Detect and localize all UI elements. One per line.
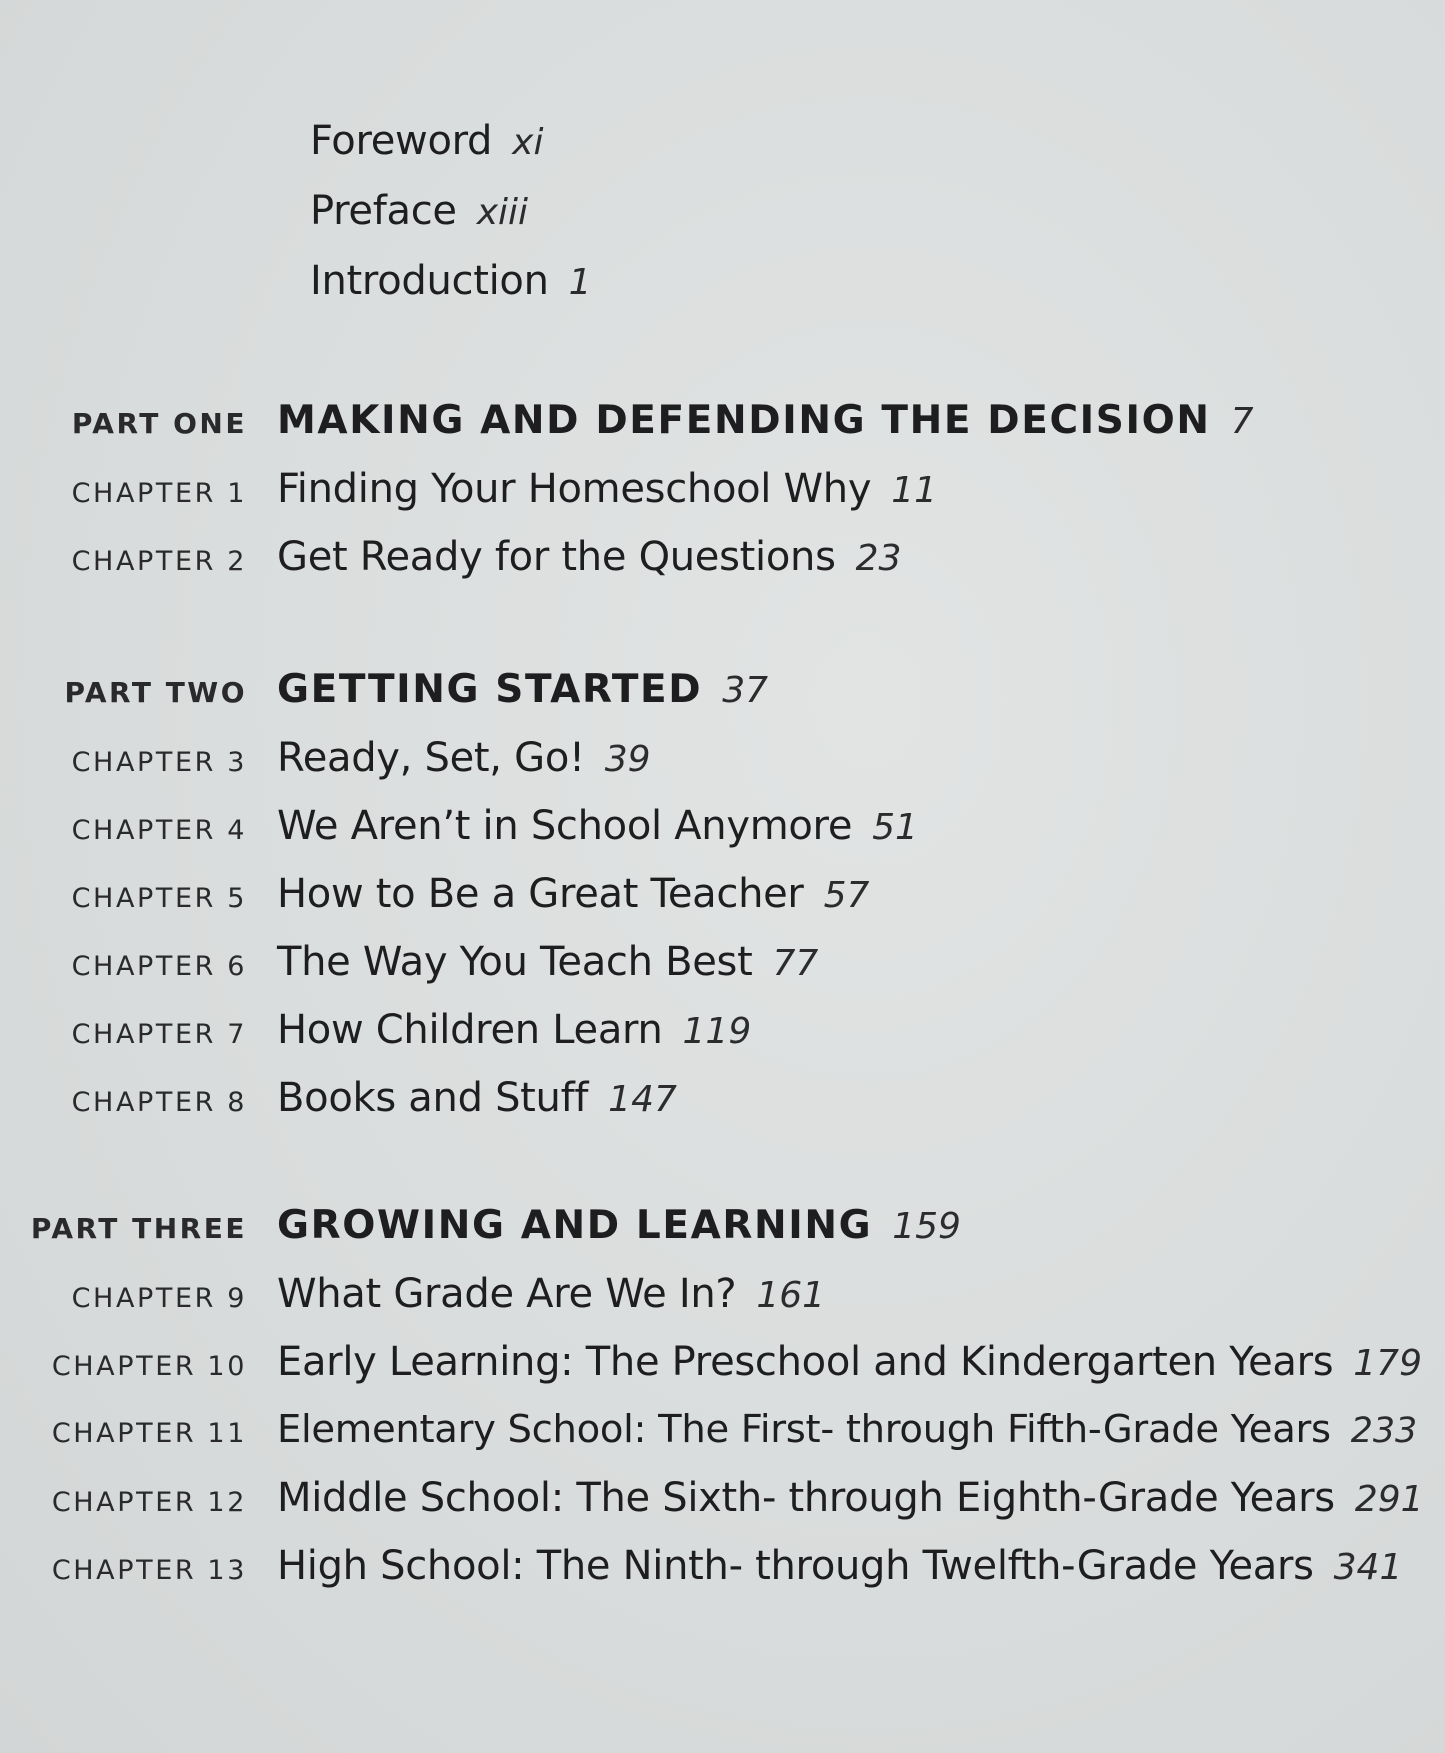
chapter-title: Elementary School: The First- through Fifth-Grade Years xyxy=(277,1407,1331,1452)
entry-title: Introduction xyxy=(310,258,549,304)
chapter-page: 291 xyxy=(1354,1479,1424,1520)
toc-entry-introduction xyxy=(0,258,592,318)
chapter-title: What Grade Are We In? xyxy=(277,1271,737,1317)
chapter-title: How Children Learn xyxy=(277,1007,663,1053)
chapter-page: 77 xyxy=(772,943,819,984)
chapter-title: How to Be a Great Teacher xyxy=(277,871,804,917)
toc-chapter-11 xyxy=(0,1407,1417,1467)
chapter-title: Middle School: The Sixth- through Eighth-Grade Years xyxy=(277,1475,1335,1521)
chapter-title: Early Learning: The Preschool and Kindergarten Years xyxy=(277,1339,1334,1385)
chapter-label: CHAPTER 5 xyxy=(71,883,247,914)
toc-part-one xyxy=(0,398,1253,458)
chapter-page: 51 xyxy=(872,807,918,848)
entry-page: xi xyxy=(512,122,544,163)
part-title: GETTING STARTED xyxy=(277,667,703,712)
toc-chapter-8 xyxy=(0,1075,677,1135)
chapter-page: 179 xyxy=(1353,1343,1422,1384)
chapter-page: 11 xyxy=(891,470,937,511)
entry-title: Preface xyxy=(310,188,457,234)
chapter-page: 39 xyxy=(604,739,651,780)
toc-chapter-7 xyxy=(0,1007,751,1067)
toc-chapter-10 xyxy=(0,1339,1422,1399)
chapter-page: 147 xyxy=(608,1079,677,1120)
toc-chapter-3 xyxy=(0,735,651,795)
toc-entry-preface xyxy=(0,188,528,248)
chapter-label: CHAPTER 3 xyxy=(71,747,247,778)
chapter-label: CHAPTER 7 xyxy=(71,1019,247,1050)
part-label: PART THREE xyxy=(30,1212,247,1245)
entry-title: Foreword xyxy=(310,118,493,164)
toc-chapter-5 xyxy=(0,871,869,931)
chapter-page: 119 xyxy=(682,1011,752,1052)
toc-chapter-2 xyxy=(0,534,901,594)
chapter-title: We Aren’t in School Anymore xyxy=(277,803,853,849)
chapter-title: Get Ready for the Questions xyxy=(277,534,836,580)
entry-page: 1 xyxy=(568,262,592,303)
part-title: MAKING AND DEFENDING THE DECISION xyxy=(277,398,1211,443)
chapter-label: CHAPTER 13 xyxy=(51,1555,247,1586)
chapter-label: CHAPTER 2 xyxy=(71,546,247,577)
entry-page: xiii xyxy=(476,192,529,233)
chapter-title: The Way You Teach Best xyxy=(277,939,753,985)
chapter-label: CHAPTER 10 xyxy=(51,1351,247,1382)
chapter-label: CHAPTER 11 xyxy=(51,1418,247,1449)
chapter-title: Ready, Set, Go! xyxy=(277,735,585,781)
toc-chapter-13 xyxy=(0,1543,1402,1603)
part-title: GROWING AND LEARNING xyxy=(277,1203,873,1248)
toc-chapter-12 xyxy=(0,1475,1424,1535)
chapter-label: CHAPTER 8 xyxy=(71,1087,247,1118)
chapter-label: CHAPTER 6 xyxy=(71,951,247,982)
part-label: PART ONE xyxy=(71,407,247,440)
chapter-page: 233 xyxy=(1350,1411,1418,1451)
part-page: 37 xyxy=(722,670,769,711)
toc-chapter-4 xyxy=(0,803,918,863)
toc-part-three xyxy=(0,1203,961,1263)
toc-part-two xyxy=(0,667,768,727)
toc-chapter-1 xyxy=(0,466,937,526)
chapter-title: Finding Your Homeschool Why xyxy=(277,466,872,512)
toc-entry-foreword xyxy=(0,118,543,178)
chapter-label: CHAPTER 1 xyxy=(71,478,247,509)
toc-chapter-6 xyxy=(0,939,818,999)
chapter-label: CHAPTER 12 xyxy=(51,1487,247,1518)
chapter-page: 23 xyxy=(855,538,902,579)
chapter-page: 57 xyxy=(823,875,870,916)
chapter-label: CHAPTER 4 xyxy=(71,815,247,846)
part-page: 7 xyxy=(1230,401,1254,442)
part-page: 159 xyxy=(892,1206,961,1247)
part-label: PART TWO xyxy=(64,676,247,709)
chapter-page: 341 xyxy=(1333,1547,1403,1588)
chapter-title: Books and Stuff xyxy=(277,1075,589,1121)
chapter-page: 161 xyxy=(756,1275,826,1316)
toc-chapter-9 xyxy=(0,1271,825,1331)
chapter-label: CHAPTER 9 xyxy=(71,1283,247,1314)
chapter-title: High School: The Ninth- through Twelfth-Grade Years xyxy=(277,1543,1314,1589)
